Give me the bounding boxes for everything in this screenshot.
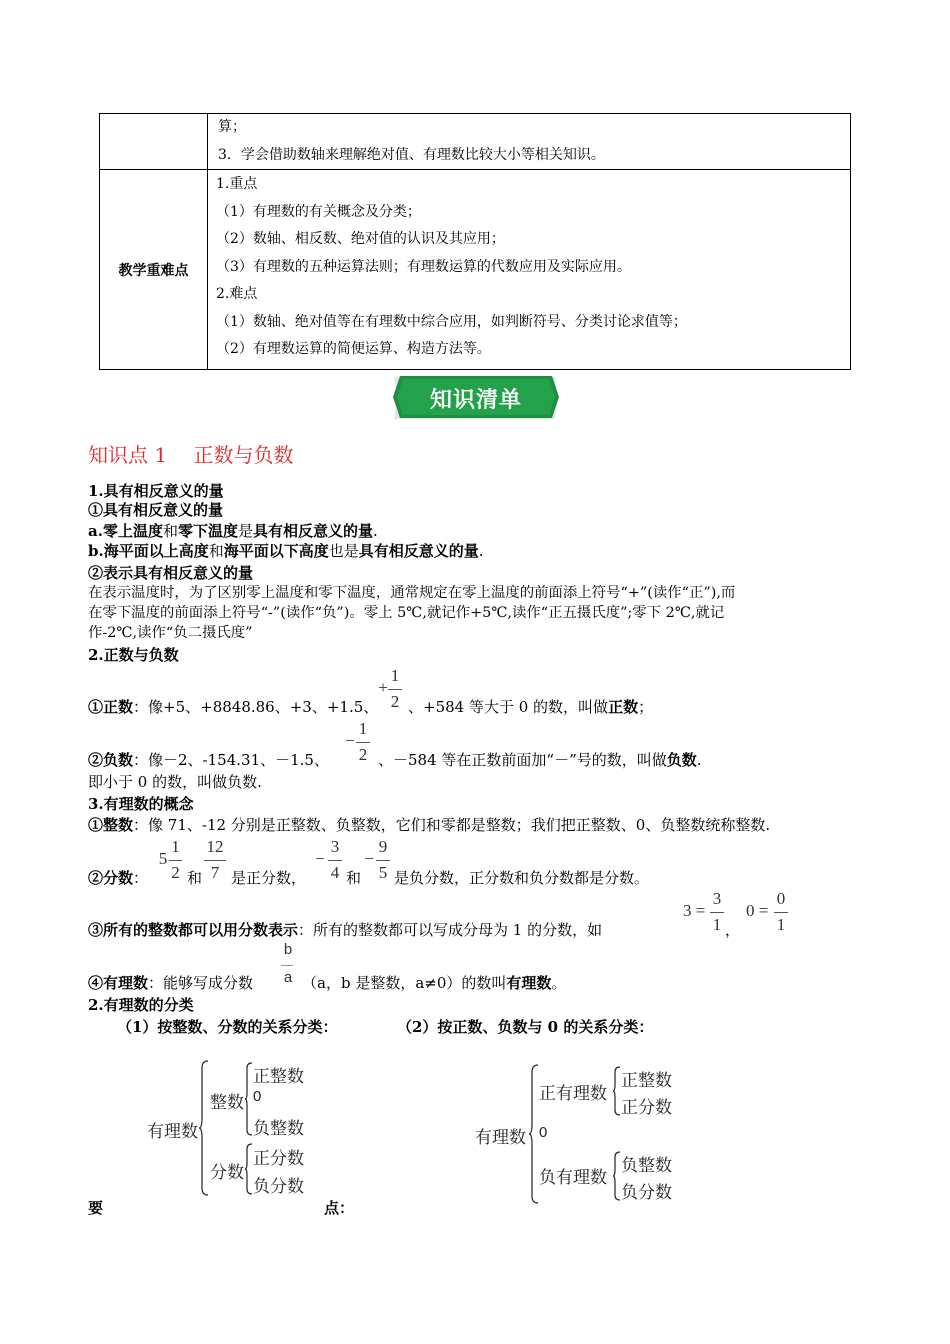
text-plain: ：像－2、-154.31、－1.5、 [133,751,329,769]
diagram-leaf: 负整数 [621,1156,672,1175]
line-b [88,542,484,561]
table-line: 1.重点 [216,176,258,192]
table-line: （2）有理数运算的简便运算、构造方法等。 [216,341,491,357]
text-bold: 海平面以下高度 [223,542,329,560]
subheading-1: ①具有相反意义的量 [88,501,224,519]
diagram-node: 0 [539,1124,548,1141]
table-line: （2）数轴、相反数、绝对值的认识及其应用； [216,231,505,247]
text-plain: ：能够写成分数 [148,974,254,992]
term-label: ③所有的整数都可以用分数表示 [88,921,299,939]
subheading-2: ②表示具有相反意义的量 [88,564,254,582]
fraction-bar [169,860,182,861]
fraction-numerator: 3 [330,837,340,856]
fraction-denominator: 7 [210,863,220,882]
term-label: ④有理数 [88,974,149,992]
table-line: 3．学会借助数轴来理解绝对值、有理数比较大小等相关知识。 [218,146,605,163]
classification-1-title: （1）按整数、分数的关系分类： [117,1018,338,1036]
diagram-leaf: 负分数 [253,1177,304,1196]
equation-lhs: 3 = [683,901,706,920]
fraction-numerator: 1 [171,837,180,856]
text-plain: . [696,751,702,769]
text-and: 和 [187,869,203,887]
text-plain: . [478,542,484,560]
integer-line [88,816,770,835]
negative-line [88,751,329,770]
negative-line-2: 即小于 0 的数，叫做负数. [88,773,262,791]
text-bold: 具有相反意义的量 [253,522,374,540]
fraction-bar [281,965,293,966]
fraction-denominator: 1 [776,915,786,934]
rational-line [88,974,253,993]
fraction-denominator: 2 [390,692,400,711]
table-line: （3）有理数的五种运算法则；有理数运算的代数应用及实际应用。 [216,258,631,275]
fraction-numerator: 9 [378,837,388,856]
fraction-bar [388,689,402,690]
term-bold: 负数 [666,751,697,769]
rational-line-cont [302,974,566,993]
diagram-node: 分数 [210,1163,244,1182]
text-plain: ：像 71、-12 分别是正整数、负整数，它们和零都是整数；我们把正整数、0、负整数统称整数. [133,816,771,834]
table-label-cell-empty [100,114,208,170]
text-bold: 海平面以上高度 [103,542,209,560]
banner-label: 知识清单 [429,388,522,413]
diagram-node: 正有理数 [539,1084,607,1103]
fraction-denominator: 5 [378,863,388,882]
fraction-sign: + [378,678,388,697]
text-bold: a. [88,522,103,540]
text-plain: 和 [208,542,224,560]
fraction-bar [774,912,788,913]
text-bold: 具有相反意义的量 [358,542,479,560]
table-content-cell [208,114,851,170]
text-comma: ， [725,921,741,939]
fraction-sign: − [364,849,374,868]
table-line: 算； [218,119,246,135]
knowledge-list-banner [391,374,561,422]
diagram-leaf: 负整数 [253,1119,304,1138]
table-content-cell [208,170,851,370]
term-label: ①整数 [88,816,134,834]
fraction-bar [710,912,724,913]
text-bold: 零上温度 [102,522,163,540]
fraction-numerator: b [283,941,293,958]
table-line: 2.难点 [216,286,258,302]
fraction-denominator: 4 [330,863,340,882]
paragraph-line: 作-2℃,读作“负二摄氏度” [88,625,253,641]
text-plain: 也是 [328,542,359,560]
table-line: （1）数轴、绝对值等在有理数中综合应用，如判断符号、分类讨论求值等； [216,313,687,330]
term-bold: 有理数 [506,974,552,992]
fraction-denominator: 1 [712,915,722,934]
fraction-bar [356,742,370,743]
text-plain: 、+584 等大于 0 的数，叫做 [408,698,609,716]
all-integers-line [88,921,602,940]
positive-line-cont [408,698,653,717]
heading-3: 3.有理数的概念 [88,795,194,813]
text-positive-fraction: 是正分数， [231,869,307,887]
diagram-leaf: 正分数 [621,1098,672,1117]
fraction-numerator: 0 [776,889,786,908]
fraction-sign: − [315,849,325,868]
fraction-whole: 5 [158,849,168,868]
line-a [88,522,378,541]
heading-4: 2.有理数的分类 [88,996,194,1014]
fraction-denominator: 2 [171,863,180,882]
section-title: 知识点 1 正数与负数 [88,443,294,467]
diagram-leaf: 正分数 [253,1149,304,1168]
term-label: ①正数 [88,698,134,716]
text-plain: ：像+5、+8848.86、+3、+1.5、 [133,698,379,716]
footer-left: 要 [88,1199,104,1217]
diagram-leaf: 正整数 [621,1071,672,1090]
table-label-cell: 教学重难点 [100,170,208,370]
fraction-numerator: 1 [358,719,368,738]
fraction-bar [328,860,342,861]
fraction-numerator: 12 [206,837,224,856]
text-plain: ：所有的整数都可以写成分母为 1 的分数，如 [298,921,603,939]
diagram-leaf: 负分数 [621,1183,672,1202]
text-plain: 。 [551,974,567,992]
paragraph-line: 在表示温度时，为了区别零上温度和零下温度，通常规定在零上温度的前面添上符号“+”(读作“正”),而 [88,585,736,601]
fraction-numerator: 1 [390,666,400,685]
negative-line-cont [378,751,702,770]
fraction-line [88,869,148,888]
diagram-leaf: 0 [253,1088,262,1105]
objectives-table [99,113,851,370]
diagram-root: 有理数 [475,1128,526,1147]
positive-line [88,698,378,717]
text-plain: ； [638,698,654,716]
text-and: 和 [346,869,362,887]
diagram-root: 有理数 [147,1122,198,1141]
text-plain: 和 [162,522,178,540]
heading-1: 1.具有相反意义的量 [88,482,224,500]
equation-lhs: 0 = [746,901,769,920]
fraction-sign: − [345,731,355,750]
text-plain: ： [133,869,149,887]
text-plain: . [373,522,378,540]
table-line: （1）有理数的有关概念及分类； [216,203,421,220]
diagram-node: 负有理数 [539,1168,607,1187]
paragraph-line: 在零下温度的前面添上符号“-”(读作“负”)。零上 5℃,就记作+5℃,读作“正五摄氏度”;零下 2℃,就记 [88,605,725,621]
term-label: ②分数 [88,869,134,887]
text-plain: （a，b 是整数，a≠0）的数叫 [302,974,507,992]
classification-2-title: （2）按正数、负数与 0 的关系分类： [397,1018,654,1036]
heading-2: 2.正数与负数 [88,646,179,664]
footer-right: 点： [324,1199,355,1217]
text-plain: 、－584 等在正数前面加“－”号的数，叫做 [378,751,667,769]
diagram-node: 整数 [210,1093,244,1112]
term-label: ②负数 [88,751,134,769]
fraction-numerator: 3 [712,889,722,908]
brace-icon [198,1060,210,1196]
fraction-denominator: a [283,969,293,986]
text-bold: 零下温度 [177,522,238,540]
text-bold: b. [88,542,104,560]
fraction-bar [376,860,390,861]
term-bold: 正数 [608,698,639,716]
fraction-bar [204,860,226,861]
text-negative-fraction: 是负分数，正分数和负分数都是分数。 [394,869,650,887]
text-plain: 是 [238,522,254,540]
fraction-denominator: 2 [358,745,368,764]
diagram-leaf: 正整数 [253,1067,304,1086]
